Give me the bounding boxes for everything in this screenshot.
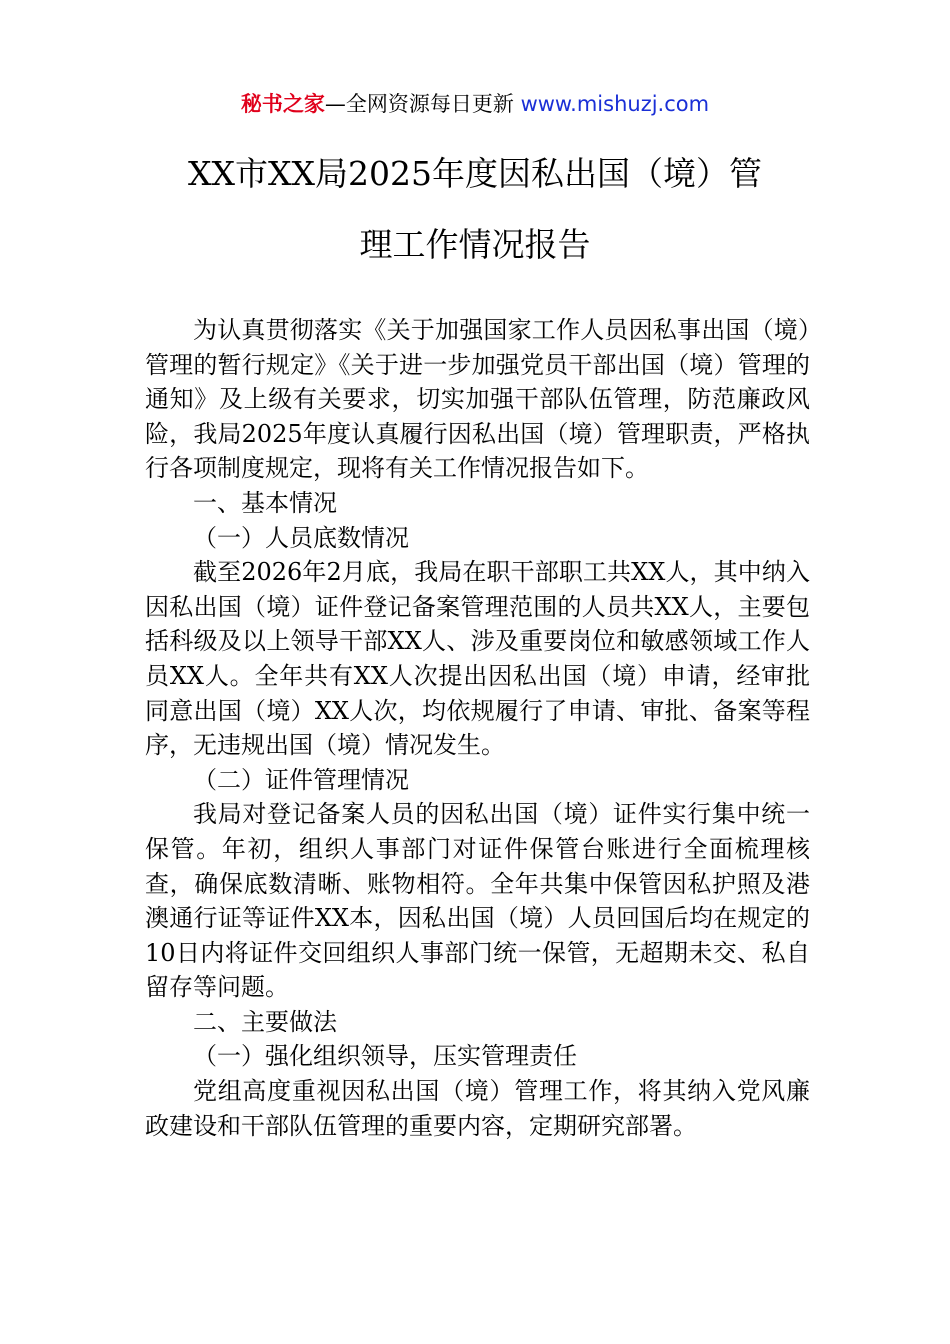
site-url-link[interactable]: www.mishuzj.com [520, 92, 710, 116]
document-title-line-2: 理工作情况报告 [359, 225, 591, 264]
subheading-personnel-count: （一）人员底数情况 [193, 523, 409, 552]
document-body [145, 313, 810, 1143]
paragraph-document-management: 我局对登记备案人员的因私出国（境）证件实行集中统一保管。年初，组织人事部门对证件保管台账进行全面梳理核查，确保底数清晰、账物相符。全年共集中保管因私护照及港澳通行证等证件XX本，因私出国（境）人员回国后均在规定的10日内将证件交回组织人事部门统一保管，无超期未交、私自留存等问题。 [145, 800, 810, 1002]
paragraph-organizational-leadership: 党组高度重视因私出国（境）管理工作，将其纳入党风廉政建设和干部队伍管理的重要内容，定期研究部署。 [145, 1077, 810, 1140]
paragraph-personnel-count: 截至2026年2月底，我局在职干部职工共XX人，其中纳入因私出国（境）证件登记备案管理范围的人员共XX人，主要包括科级及以上领导干部XX人、涉及重要岗位和敏感领域工作人员XX人。全年共有XX人次提出因私出国（境）申请，经审批同意出国（境）XX人次，均依规履行了申请、审批、备案等程序，无违规出国（境）情况发生。 [145, 558, 810, 760]
site-brand: 秘书之家 [240, 92, 325, 116]
intro-paragraph: 为认真贯彻落实《关于加强国家工作人员因私事出国（境）管理的暂行规定》《关于进一步加强党员干部出国（境）管理的通知》及上级有关要求，切实加强干部队伍管理，防范廉政风险，我局2025年度认真履行因私出国（境）管理职责，严格执行各项制度规定，现将有关工作情况报告如下。 [145, 316, 810, 483]
subheading-organizational-leadership: （一）强化组织领导，压实管理责任 [193, 1042, 577, 1071]
subheading-document-management: （二）证件管理情况 [193, 765, 409, 794]
section-heading-basic-situation: 一、基本情况 [193, 488, 337, 517]
section-heading-main-practices: 二、主要做法 [193, 1007, 337, 1036]
site-slogan: —全网资源每日更新 [324, 92, 521, 116]
site-header [0, 88, 950, 120]
document-title-line-1: XX市XX局2025年度因私出国（境）管 [188, 154, 762, 193]
